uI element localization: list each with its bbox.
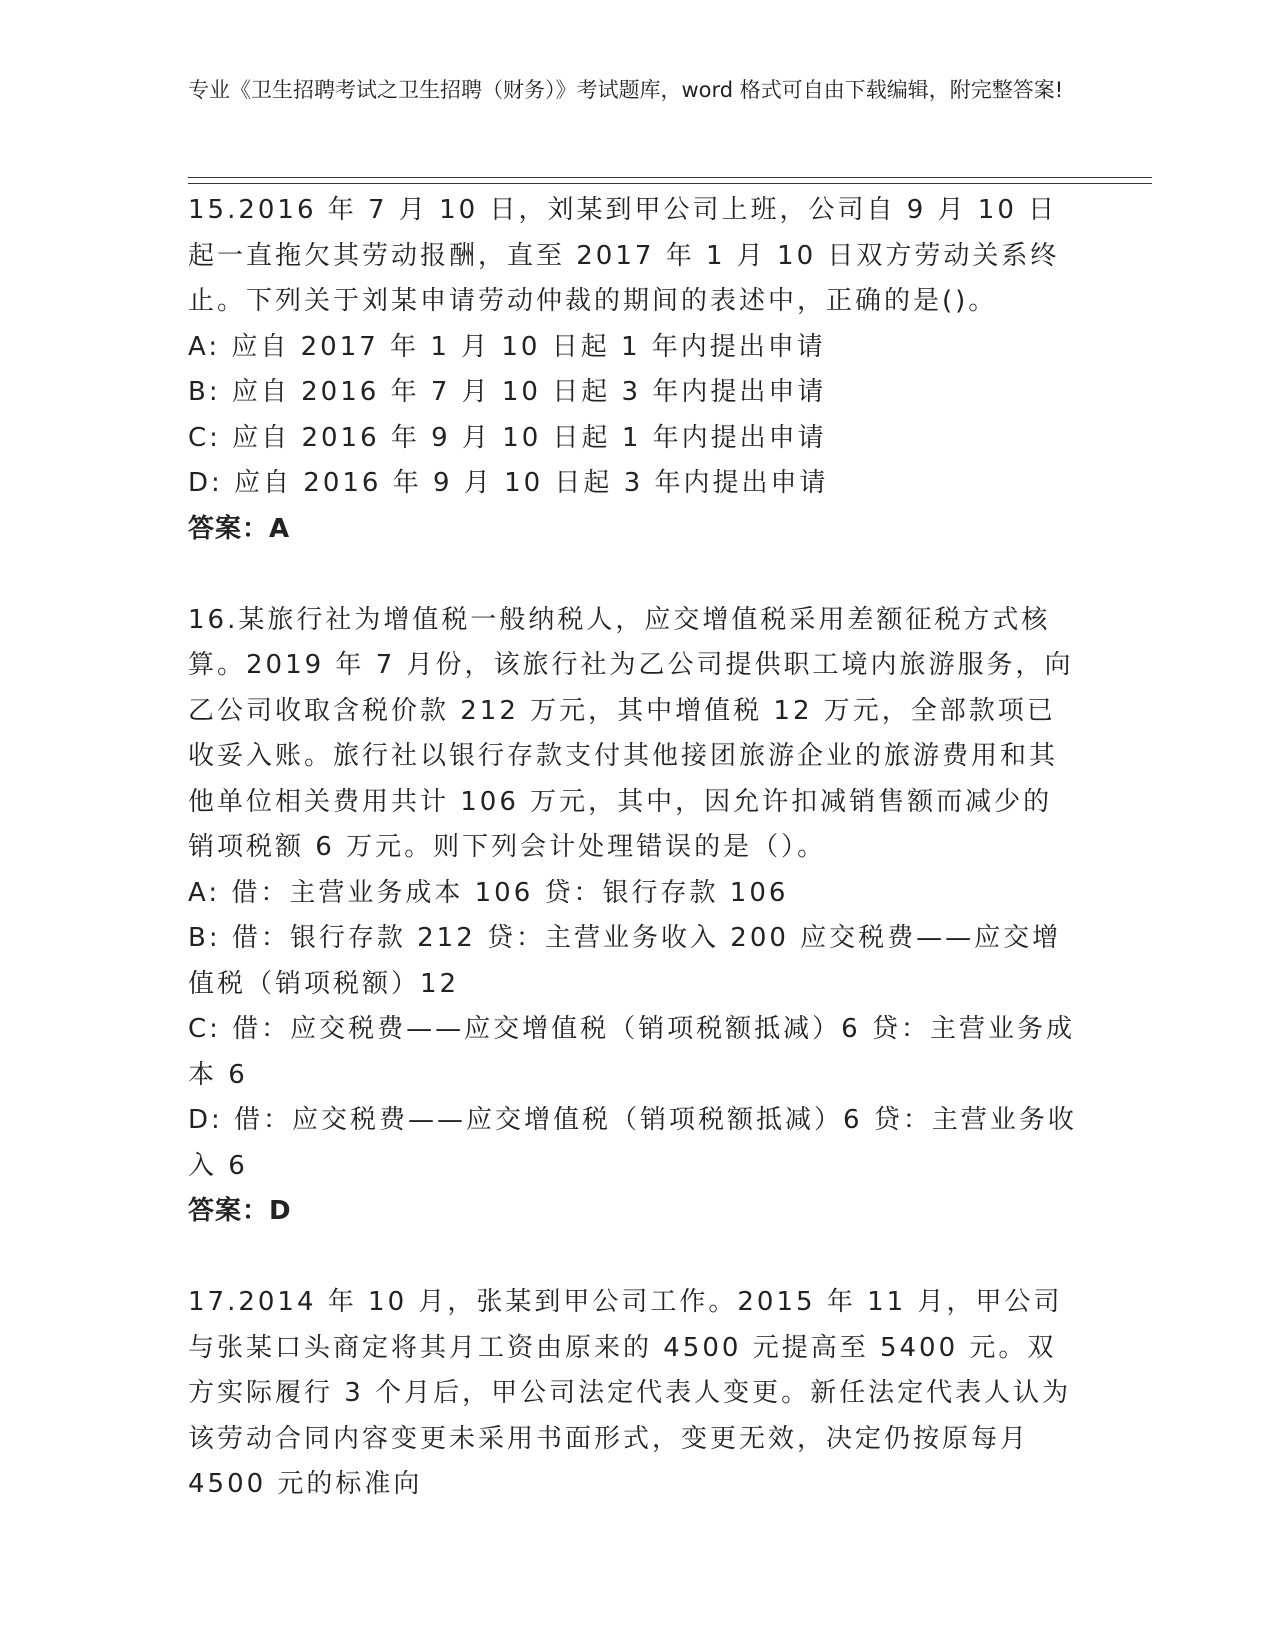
answer: 答案：A	[188, 513, 291, 544]
question-list	[188, 188, 1078, 1508]
question-15	[188, 188, 1078, 552]
option-d: D: 应自 2016 年 9 月 10 日起 3 年内提出申请	[188, 468, 829, 498]
option-c: C: 应自 2016 年 9 月 10 日起 1 年内提出申请	[188, 422, 827, 453]
option-c: C: 借：应交税费——应交增值税（销项税额抵减）6 贷：主营业务成本 6	[188, 1014, 1075, 1090]
question-stem: 15.2016 年 7 月 10 日，刘某到甲公司上班，公司自 9 月 10 日起一直拖欠其劳动报酬，直至 2017 年 1 月 10 日双方劳动关系终止。下列关于刘某申请劳动仲裁的期间的表述中，正确的是()。	[188, 195, 1060, 316]
option-b: B: 借：银行存款 212 贷：主营业务收入 200 应交税费——应交增值税（销项税额）12	[188, 923, 1062, 999]
option-a: A: 应自 2017 年 1 月 10 日起 1 年内提出申请	[188, 331, 826, 362]
option-a: A: 借：主营业务成本 106 贷：银行存款 106	[188, 877, 789, 908]
header-divider	[188, 177, 1152, 178]
question-17	[188, 1280, 1078, 1508]
question-gap	[188, 552, 1078, 598]
option-b: B: 应自 2016 年 7 月 10 日起 3 年内提出申请	[188, 377, 827, 407]
question-stem: 17.2014 年 10 月，张某到甲公司工作。2015 年 11 月，甲公司与张某口头商定将其月工资由原来的 4500 元提高至 5400 元。双方实际履行 3 个月后，甲公司法定代表人变更。新任法定代表人认为该劳动合同内容变更未采用书面形式，变更无效，决定仍按原每月 4500 元的标准向	[188, 1287, 1072, 1499]
question-16	[188, 598, 1078, 1235]
question-stem: 16.某旅行社为增值税一般纳税人，应交增值税采用差额征税方式核算。2019 年 7 月份，该旅行社为乙公司提供职工境内旅游服务，向乙公司收取含税价款 212 万元，其中增值税 12 万元，全部款项已收妥入账。旅行社以银行存款支付其他接团旅游企业的旅游费用和其他单位相关费用共计 106 万元，其中，因允许扣减销售额而减少的销项税额 6 万元。则下列会计处理错误的是（）。	[188, 604, 1074, 862]
answer: 答案：D	[188, 1196, 292, 1226]
question-gap	[188, 1235, 1078, 1281]
document-header: 专业《卫生招聘考试之卫生招聘（财务）》考试题库，word 格式可自由下载编辑，附完整答案!	[188, 78, 1064, 102]
header-divider	[188, 183, 1152, 184]
option-d: D: 借：应交税费——应交增值税（销项税额抵减）6 贷：主营业务收入 6	[188, 1105, 1077, 1181]
